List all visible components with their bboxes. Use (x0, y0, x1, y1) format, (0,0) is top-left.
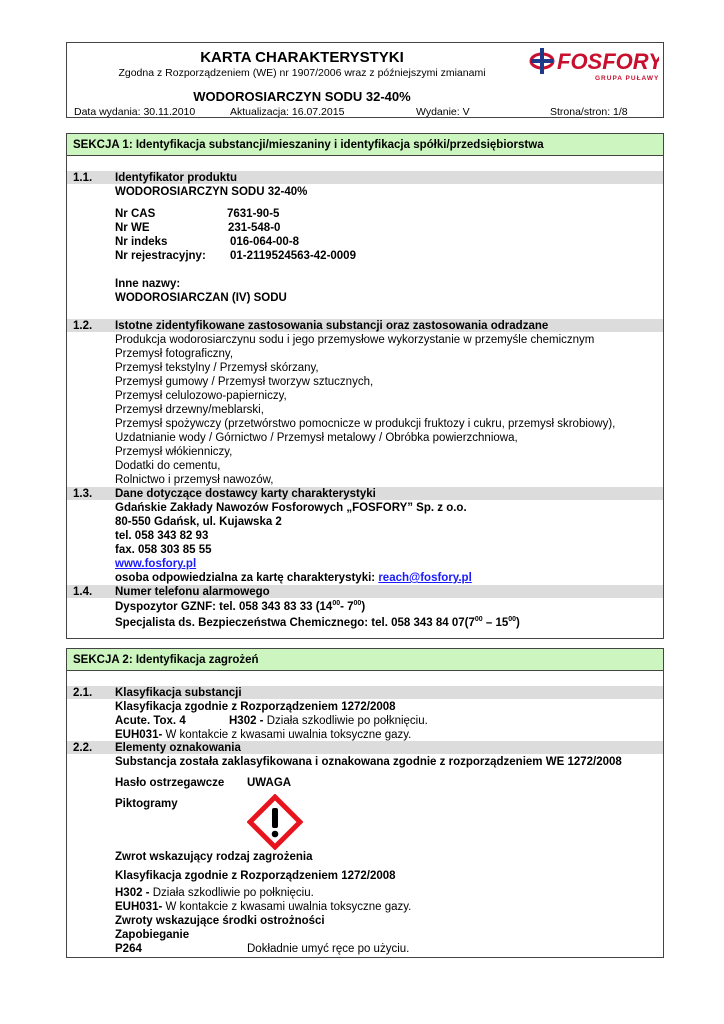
responsible-person (115, 571, 472, 585)
we-value: 231-548-0 (228, 222, 281, 234)
use-item: Przemysł włókienniczy, (115, 446, 233, 458)
cas-label: Nr CAS (115, 208, 156, 220)
use-item: Przemysł gumowy / Przemysł tworzyw sztucznych, (115, 376, 374, 388)
fosfory-logo (529, 45, 659, 85)
responsible-label: osoba odpowiedzialna za kartę charakterystyki: (115, 572, 379, 584)
supplier-fax: fax. 058 303 85 55 (115, 544, 212, 556)
classification-label: Klasyfikacja zgodnie z Rozporządzeniem 1272/2008 (115, 870, 396, 882)
cas-value: 7631-90-5 (227, 208, 280, 220)
safety-specialist-phone: Specjalista ds. Bezpieczeństwa Chemicznego: tel. 058 343 84 $07(7^{00} - 15^{00})$ (115, 616, 520, 629)
s13-number: 1.3. (73, 488, 93, 500)
s22-number: 2.2. (73, 742, 93, 754)
registration-label: Nr rejestracyjny: (115, 250, 206, 262)
exclamation-mark-pictogram-icon (247, 794, 303, 850)
s11-heading: Identyfikator produktu (115, 172, 238, 184)
s13-heading: Dane dotyczące dostawcy karty charakterystyki (115, 488, 376, 500)
prevention-label: Zapobieganie (115, 929, 190, 941)
hazard-statement-label: Zwrot wskazujący rodzaj zagrożenia (115, 851, 313, 863)
supplier-address: 80-550 Gdańsk, ul. Kujawska 2 (115, 516, 282, 528)
s11-product: WODOROSIARCZYN SODU 32-40% (115, 186, 308, 198)
supplier-website-link[interactable]: www.fosfory.pl (115, 558, 197, 570)
s12-heading: Istotne zidentyfikowane zastosowania substancji oraz zastosowania odradzane (115, 320, 549, 332)
s11-number: 1.1. (73, 172, 93, 184)
document-title: KARTA CHARAKTERYSTYKI (200, 49, 404, 66)
signal-word-label: Hasło ostrzegawcze (115, 777, 225, 789)
use-item: Przemysł drzewny/meblarski, (115, 404, 264, 416)
section-1-title: SEKCJA 1: Identyfikacja substancji/mieszaniny i identyfikacja spółki/przedsiębiorstwa (67, 134, 663, 156)
use-item: Rolnictwo i przemysł nawozów, (115, 474, 274, 486)
s21-number: 2.1. (73, 687, 93, 699)
index-label: Nr indeks (115, 236, 168, 248)
registration-value: 01-2119524563-42-0009 (230, 250, 356, 262)
fosfory-logo-icon (529, 45, 659, 85)
responsible-email-link[interactable]: reach@fosfory.pl (378, 572, 472, 584)
document-meta-row (66, 106, 664, 118)
index-value: 016-064-00-8 (230, 236, 300, 248)
supplier-phone: tel. 058 343 82 93 (115, 530, 209, 542)
use-item: Przemysł celulozowo-papierniczy, (115, 390, 287, 402)
supplier-company: Gdańskie Zakłady Nawozów Fosforowych „FOSFORY” Sp. z o.o. (115, 502, 467, 514)
s12-number: 1.2. (73, 320, 93, 332)
we-label: Nr WE (115, 222, 150, 234)
pictograms-label: Piktogramy (115, 798, 178, 810)
use-item: Przemysł fotograficzny, (115, 348, 234, 360)
s21-heading: Klasyfikacja substancji (115, 687, 242, 699)
regulation-subtitle: Zgodna z Rozporządzeniem (WE) nr 1907/2006 wraz z późniejszymi zmianami (118, 67, 486, 79)
use-item: Uzdatnianie wody / Górnictwo / Przemysł metalowy / Obróbka powierzchniowa, (115, 432, 518, 444)
s14-number: 1.4. (73, 586, 93, 598)
use-item: Przemysł tekstylny / Przemysł skórzany, (115, 362, 319, 374)
use-item: Dodatki do cementu, (115, 460, 221, 472)
h302-statement: H302 - Działa szkodliwie po połknięciu. (229, 715, 428, 727)
dispatcher-phone: Dyspozytor GZNF: tel. 058 343 83 33 ($14^{00}-$ $7^{00}$) (115, 600, 366, 613)
section-2-title: SEKCJA 2: Identyfikacja zagrożeń (67, 649, 663, 671)
h302-statement: H302 - Działa szkodliwie po połknięciu. (115, 887, 314, 899)
s22-subheading: Substancja została zaklasyfikowana i oznakowana zgodnie z rozporządzeniem WE 1272/2008 (115, 756, 622, 768)
euh031-statement: EUH031- W kontakcie z kwasami uwalnia toksyczne gazy. (115, 729, 412, 741)
section-1 (66, 133, 664, 639)
page-number: Strona/stron: 1/8 (550, 106, 628, 118)
s14-heading: Numer telefonu alarmowego (115, 586, 270, 598)
p264-text: Dokładnie umyć ręce po użyciu. (247, 943, 410, 955)
signal-word: UWAGA (247, 777, 292, 789)
s21-subheading: Klasyfikacja zgodnie z Rozporządzeniem 1272/2008 (115, 701, 396, 713)
section-2 (66, 648, 664, 958)
update-date: Aktualizacja: 16.07.2015 (230, 106, 345, 118)
use-item: Produkcja wodorosiarczynu sodu i jego przemysłowe wykorzystanie w przemyśle chemicznym (115, 334, 595, 346)
euh031-statement: EUH031- W kontakcie z kwasami uwalnia toksyczne gazy. (115, 901, 412, 913)
use-item: Przemysł spożywczy (przetwórstwo pomocnicze w produkcji fruktozy i cukru, przemysł skrobiowy), (115, 418, 616, 430)
logo-text: FOSFORY (557, 49, 659, 74)
s22-heading: Elementy oznakowania (115, 742, 241, 754)
acute-tox-class: Acute. Tox. 4 (115, 715, 186, 727)
logo-subtext: GRUPA PUŁAWY (595, 75, 659, 82)
precautionary-label: Zwroty wskazujące środki ostrożności (115, 915, 325, 927)
p264-code: P264 (115, 943, 142, 955)
other-name: WODOROSIARCZAN (IV) SODU (115, 292, 287, 304)
other-names-label: Inne nazwy: (115, 278, 181, 290)
edition: Wydanie: V (416, 106, 470, 118)
product-name-header: WODOROSIARCZYN SODU 32-40% (193, 89, 411, 104)
issue-date: Data wydania: 30.11.2010 (74, 106, 196, 118)
